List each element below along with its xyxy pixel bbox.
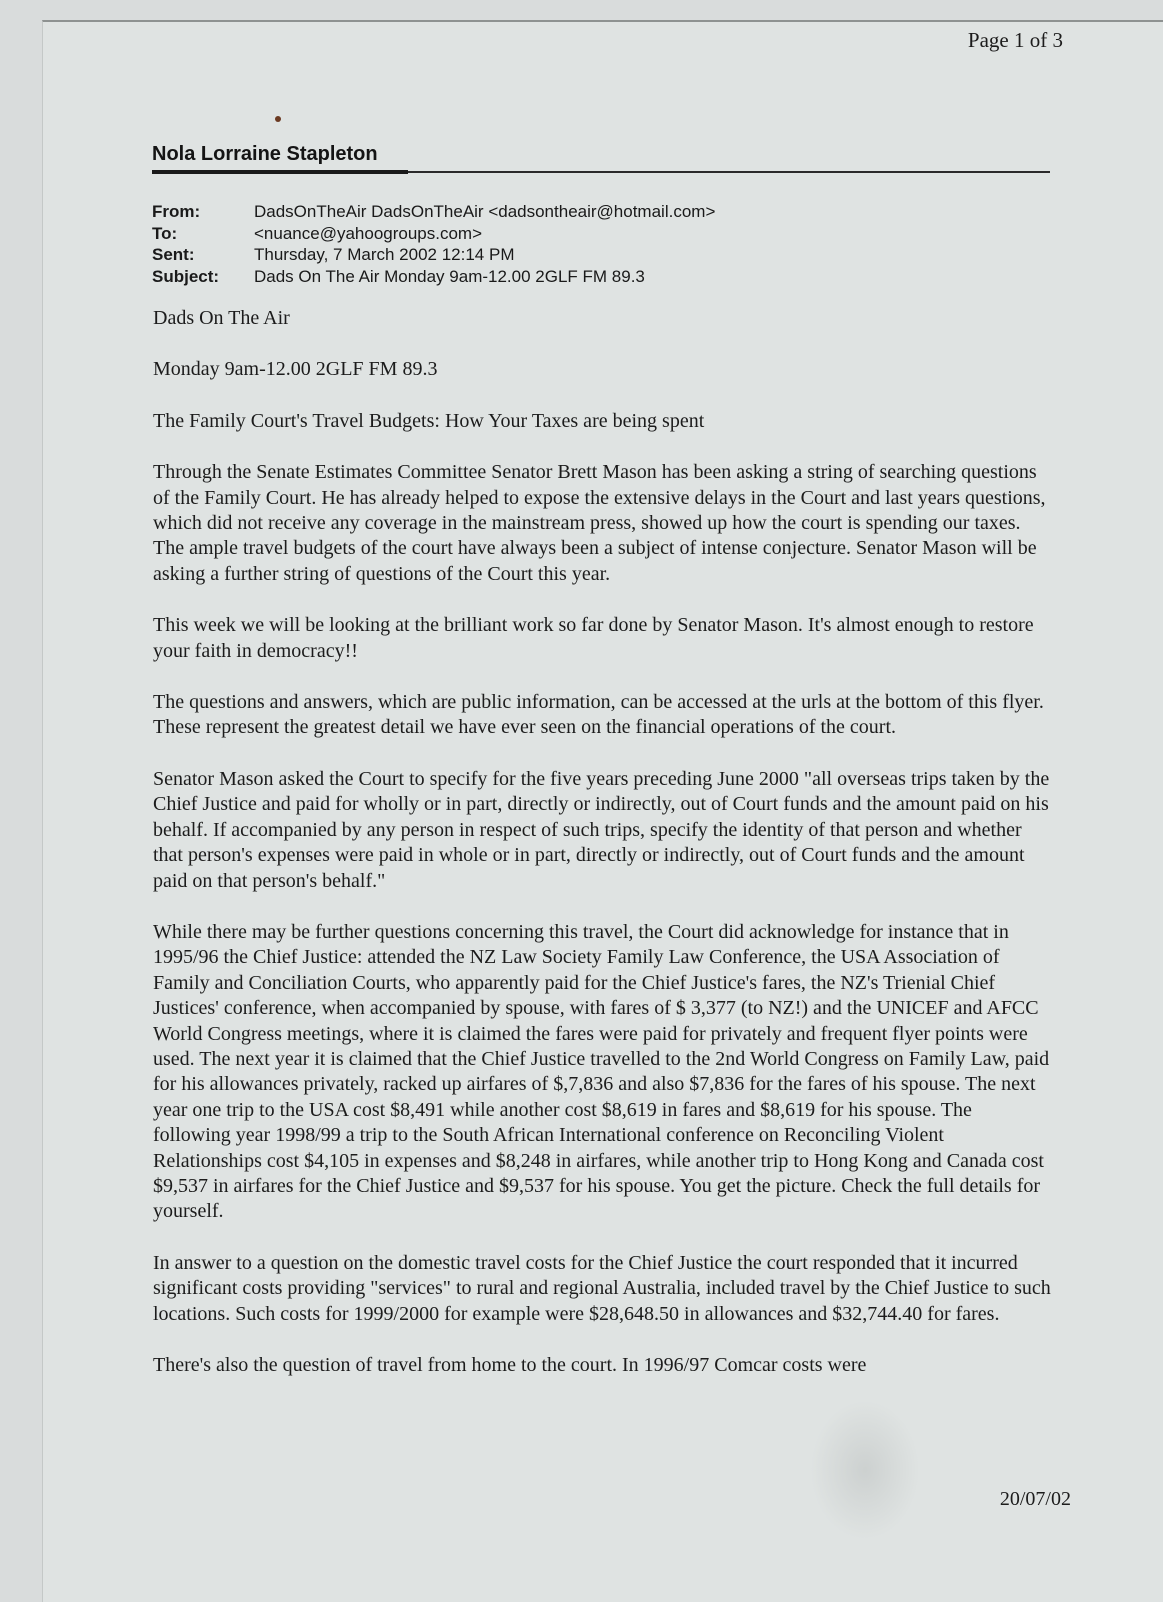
body-paragraph: In answer to a question on the domestic travel costs for the Chief Justice the court responded that it incurred significant costs providing "services" to rural and regional Australia, included travel by the Chief Justice to such locations. Such costs for 1999/2000 for example were $28,648.50 in allowances and $32,744.40 for fares. [153,1251,1051,1325]
header-label: From: [152,202,201,221]
header-label: Sent: [152,245,195,264]
ink-dot [275,116,281,122]
header-to [152,223,715,245]
header-sent [152,244,715,266]
body-paragraph: While there may be further questions concerning this travel, the Court did acknowledge for instance that in 1995/96 the Chief Justice: attended the NZ Law Society Family Law Conference, the USA Association of Family and Conciliation Courts, who apparently paid for the Chief Justice's fares, the NZ's Trienial Chief Justices' conference, when accompanied by spouse, with fares of $ 3,377 (to NZ!) and the UNICEF and AFCC World Congress meetings, where it is claimed the fares were paid for privately and frequent flyer points were used. The next year it is claimed that the Chief Justice travelled to the 2nd World Congress on Family Law, paid for his allowances privately, racked up airfares of $,7,836 and also $7,836 for the fares of his spouse. The next year one trip to the USA cost $8,491 while another cost $8,619 in fares and $8,619 for his spouse. The following year 1998/99 a trip to the South African International conference on Reconciling Violent Relationships cost $4,105 in expenses and $8,248 in airfares, while another trip to Hong Kong and Canada cost $9,537 in airfares for the Chief Justice and $9,537 for his spouse. You get the picture. Check the full details for yourself. [153,920,1050,1223]
scan-smudge [810,1400,920,1540]
email-body [153,306,1053,1404]
body-paragraph: Senator Mason asked the Court to specify for the five years preceding June 2000 "all overseas trips taken by the Chief Justice and paid for wholly or in part, directly or indirectly, out of Court funds and the amount paid on his behalf. If accompanied by any person in respect of such trips, specify the identity of that person and whether that person's expenses were paid in whole or in part, directly or indirectly, out of Court funds and the amount paid on that person's behalf." [153,767,1050,892]
body-paragraph: Monday 9am-12.00 2GLF FM 89.3 [153,358,438,381]
header-label: Subject: [152,266,220,286]
header-value: Thursday, 7 March 2002 12:14 PM [254,245,515,264]
header-from [152,201,715,223]
email-headers [152,201,715,287]
header-value: <nuance@yahoogroups.com> [254,223,483,243]
body-paragraph: The Family Court's Travel Budgets: How Your Taxes are being spent [153,409,705,432]
header-subject [152,266,715,288]
header-value: DadsOnTheAir DadsOnTheAir <dadsontheair@hotmail.com> [254,202,716,221]
header-label: To: [152,223,178,243]
sender-name: Nola Lorraine Stapleton [152,143,378,165]
footer-date: 20/07/02 [999,1488,1071,1510]
page-number: Page 1 of 3 [967,28,1063,52]
body-paragraph: Through the Senate Estimates Committee Senator Brett Mason has been asking a string of searching questions of the Family Court. He has already helped to expose the extensive delays in the Court and last years questions, which did not receive any coverage in the mainstream press, showed up how the court is spending our taxes. The ample travel budgets of the court have always been a subject of intense conjecture. Senator Mason will be asking a further string of questions of the Court this year. [153,461,1046,585]
body-paragraph: This week we will be looking at the brilliant work so far done by Senator Mason. It's almost enough to restore your faith in democracy!! [153,614,1034,662]
header-value: Dads On The Air Monday 9am-12.00 2GLF FM 89.3 [254,266,645,286]
body-paragraph: Dads On The Air [153,307,290,329]
name-underline [152,170,408,174]
body-paragraph: There's also the question of travel from home to the court. In 1996/97 Comcar costs were [153,1354,867,1376]
body-paragraph: The questions and answers, which are public information, can be accessed at the urls at the bottom of this flyer. These represent the greatest detail we have ever seen on the financial operations of the court. [153,691,1044,739]
